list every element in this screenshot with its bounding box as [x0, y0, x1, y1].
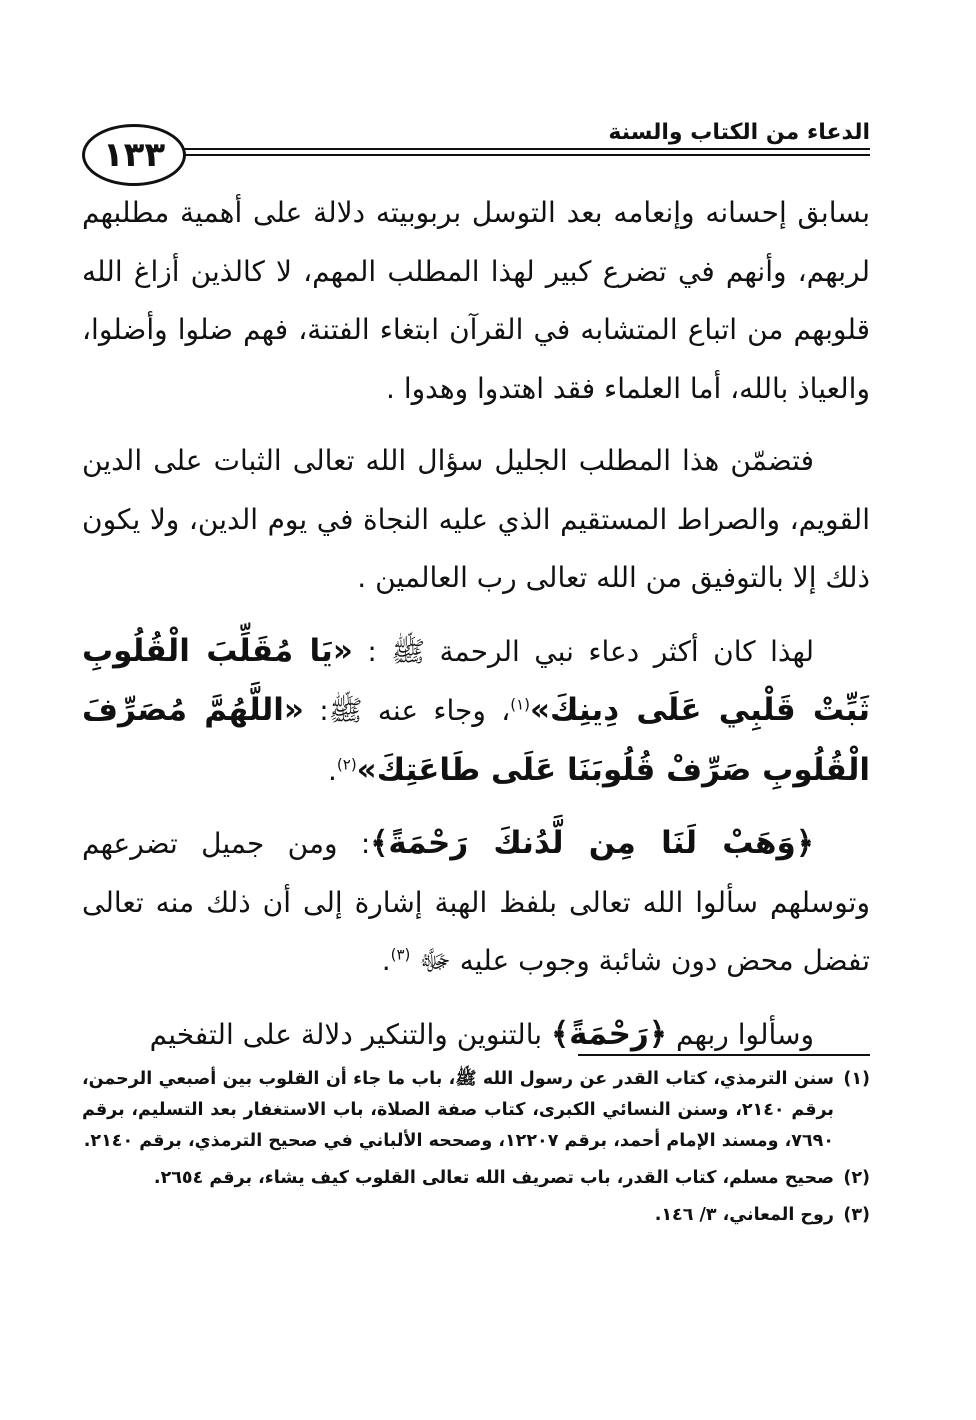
paragraph-2: فتضمّن هذا المطلب الجليل سؤال الله تعالى الثبات على الدين القويم، والصراط المستقيم الذي عليه النجاة في يوم الدين، ولا يكون ذلك إلا بالتوفيق من الله تعالى رب العالمين .	[82, 444, 870, 594]
footnote-3	[82, 1200, 870, 1231]
quran-quote-1: ﴿وَهَبْ لَنَا مِن لَّدُنكَ رَحْمَةً﴾	[370, 825, 814, 861]
paragraph-5-text: بالتنوين والتنكير دلالة على التفخيم	[149, 1017, 551, 1051]
footnote-2	[82, 1163, 870, 1194]
page-number: ١٣٣	[82, 124, 186, 186]
footnote-ref-2[interactable]: (٢)	[336, 755, 357, 774]
paragraph-3-mid: ، وجاء عنه ﷺ:	[303, 694, 511, 727]
footnote-number: (٣)	[843, 1205, 870, 1225]
footnote-text: روح المعاني، ٣/ ١٤٦.	[654, 1205, 834, 1225]
hadith-quote-2: «اللَّهُمَّ مُصَرِّفَ الْقُلُوبِ صَرِّفْ قُلُوبَنَا عَلَى طَاعَتِكَ»	[82, 692, 870, 788]
paragraph-4-text: : ومن جميل تضرعهم وتوسلهم سألوا الله تعالى بلفظ الهبة إشارة إلى أن ذلك منه تعالى تفضل محض دون شائبة وجوب عليه ﷻ	[82, 827, 870, 977]
main-text	[82, 184, 870, 1078]
paragraph-4-end: .	[381, 944, 391, 977]
page-header	[80, 118, 870, 192]
hadith-quote-1: «يَا مُقَلِّبَ الْقُلُوبِ ثَبِّتْ قَلْبِي عَلَى دِينِكَ»	[82, 632, 871, 728]
paragraph-4	[82, 814, 870, 991]
footnote-number: (١)	[843, 1069, 870, 1089]
paragraph-1: بسابق إحسانه وإنعامه بعد التوسل بربوبيته دلالة على أهمية مطلبهم لربهم، وأنهم في تضرع كبير لهذا المطلب المهم، لا كالذين أزاغ الله قلوبهم من اتباع المتشابه في القرآن ابتغاء الفتنة، فهم ضلوا وأضلوا، والعياذ بالله، أما العلماء فقد اهتدوا وهدوا .	[82, 196, 870, 405]
paragraph-3	[82, 622, 870, 801]
footnote-separator	[578, 1054, 870, 1056]
paragraph-3-intro: لهذا كان أكثر دعاء نبي الرحمة ﷺ :	[352, 634, 814, 668]
footnotes	[82, 1064, 870, 1237]
footnote-text: صحيح مسلم، كتاب القدر، باب تصريف الله تعالى القلوب كيف يشاء، برقم ٢٦٥٤.	[153, 1168, 834, 1188]
running-title: الدعاء من الكتاب والسنة	[608, 120, 870, 145]
paragraph-5-start: وسألوا ربهم	[667, 1017, 814, 1051]
paragraph-3-end: .	[327, 753, 337, 787]
footnote-number: (٢)	[843, 1168, 870, 1188]
header-rule	[184, 148, 870, 156]
footnote-text: سنن الترمذي، كتاب القدر عن رسول الله ﷺ، باب ما جاء أن القلوب بين أصبعي الرحمن، برقم ٢١٤٠، وسنن النسائي الكبرى، كتاب صفة الصلاة، باب الاستغفار بعد التسليم، برقم ٧٦٩٠، ومسند الإمام أحمد، برقم ١٢٢٠٧، وصححه الألباني في صحيح الترمذي، برقم ٢١٤٠.	[82, 1069, 834, 1151]
footnote-ref-3[interactable]: (٣)	[390, 945, 411, 964]
footnote-ref-1[interactable]: (١)	[510, 695, 531, 714]
quran-quote-2: ﴿رَحْمَةً﴾	[550, 1015, 668, 1052]
footnote-1	[82, 1064, 870, 1157]
